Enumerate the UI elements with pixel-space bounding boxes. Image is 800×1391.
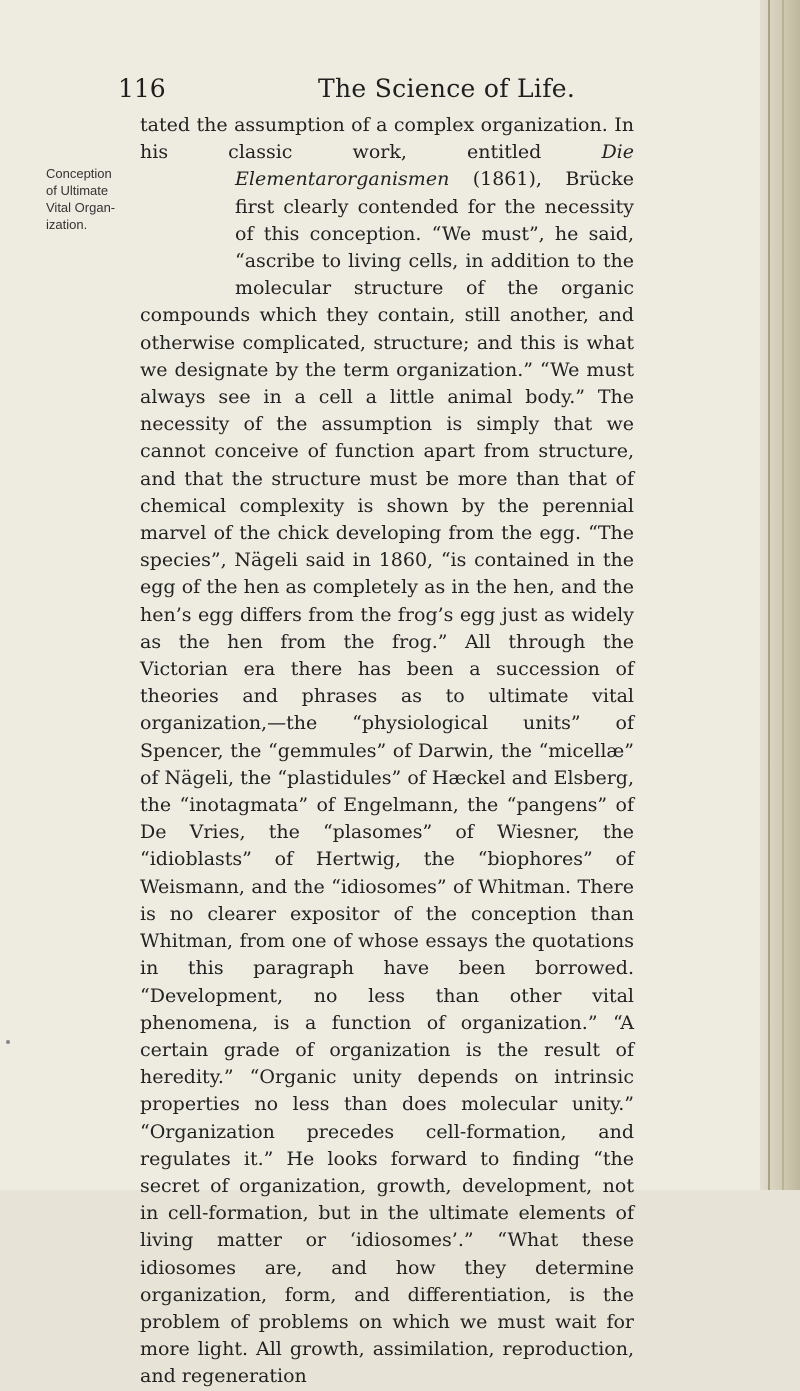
margin-note-line: of Ultimate [46, 183, 109, 198]
running-title: The Science of Life. [318, 74, 576, 103]
margin-dot [6, 1040, 10, 1044]
body-text [140, 112, 634, 1391]
page-number: 116 [118, 74, 166, 103]
paragraph: tated the assumption of a complex organization. In his classic work, entitled Die Elementarorganismen (1861), Brücke first clearly contended for the necessity of this conception. “We must”, he said, “ascribe to living cells, in addition to the molecular structure of the organic compounds which they contain, still another, and otherwise complicated, structure; and this is what we designate by the term organization.” “We must always see in a cell a little animal body.” The necessity of the assumption is simply that we cannot conceive of function apart from structure, and that the structure must be more than that of chemical complexity is shown by the perennial marvel of the chick developing from the egg. “The species”, Nägeli said in 1860, “is contained in the egg of the hen as completely as in the hen, and the hen’s egg differs from the frog’s egg just as widely as the hen from the frog.” All through the Victorian era there has been a succession of theories and phrases as to ultimate vital organization,—the “physiological units” of Spencer, the “gemmules” of Darwin, the “micellæ” of Nägeli, the “plastidules” of Hæckel and Elsberg, the “inotagmata” of Engelmann, the “pangens” of De Vries, the “plasomes” of Wiesner, the “idioblasts” of Hertwig, the “biophores” of Weismann, and the “idiosomes” of Whitman. There is no clearer expositor of the conception than Whitman, from one of whose essays the quotations in this paragraph have been borrowed. “Development, no less than other vital phenomena, is a function of organization.” “A certain grade of organization is the result of heredity.” “Organic unity depends on intrinsic properties no less than does molecular unity.” “Organization precedes cell-formation, and regulates it.” He looks forward to finding “the secret of organization, growth, development, not in cell-formation, but in the ultimate elements of living matter or ‘idiosomes’.” “What these idiosomes are, and how they determine organization, form, and differentiation, is the problem of problems on which we must wait for more light. All growth, assimilation, reproduction, and regeneration [140, 114, 634, 1388]
margin-note-line: Conception [46, 166, 112, 181]
edge-line [782, 0, 784, 1190]
page-header [118, 74, 638, 110]
page-edge [760, 0, 800, 1190]
book-title: Die Elementarorganismen [235, 141, 634, 191]
margin-gap [140, 166, 235, 301]
margin-note-line: Vital Organ- [46, 200, 116, 215]
margin-note [46, 165, 142, 233]
margin-note-line: ization. [46, 217, 88, 232]
edge-line [768, 0, 770, 1190]
